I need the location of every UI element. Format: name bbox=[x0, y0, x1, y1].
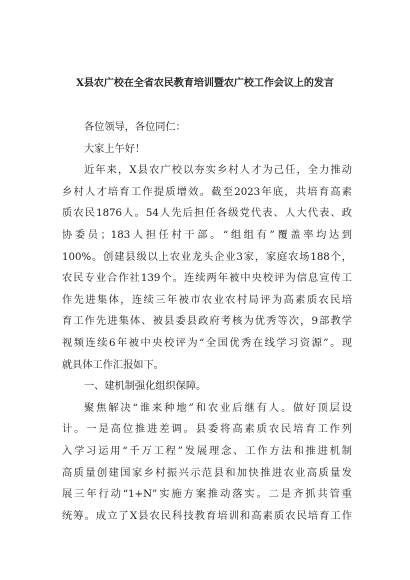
paragraph-line: 近年来，X县农广校以夯实乡村人才为己任，全力推动 bbox=[84, 165, 352, 177]
paragraph-line: 就具体工作汇报如下。 bbox=[62, 359, 164, 371]
paragraph-line: 一、建机制强化组织保障。 bbox=[84, 381, 207, 393]
paragraph-line: 各位领导，各位同仁： bbox=[84, 122, 186, 133]
paragraph-line: 乡村人才培育工作提质增效。截至2023年底，共培育高素 bbox=[62, 186, 352, 198]
paragraph-line: 100%。创建县级以上农业龙头企业3家，家庭农场188个， bbox=[62, 251, 352, 263]
paragraph-line: 质农民1876人。54人先后担任各级党代表、人大代表、政 bbox=[62, 208, 352, 220]
paragraph-line: 计。一是高位推进差调。县委将高素质农民培育工作列 bbox=[62, 424, 352, 436]
paragraph-line: 入学习运用“千万工程”发展理念、工作方法和推进机制 bbox=[62, 445, 352, 457]
paragraph-line: 大家上午好！ bbox=[84, 143, 146, 155]
paragraph-line: 展三年行动“1+N”实施方案推动落实。二是齐抓共管重 bbox=[62, 489, 352, 501]
paragraph-line: 高质量创建国家乡村振兴示范县和加快推进农业高质量发 bbox=[62, 467, 352, 479]
paragraph-line: 视频连续6年被中央校评为“全国优秀在线学习资源”。现 bbox=[62, 337, 352, 349]
paragraph-line: 农民专业合作社139个。连续两年被中央校评为信息宣传工 bbox=[62, 273, 352, 285]
paragraph-line: 作先进集体，连续三年被市农业农村局评为高素质农民培 bbox=[62, 294, 352, 306]
document-title: X县农广校在全省农民教育培训暨农广校工作会议上的发言 bbox=[76, 78, 334, 89]
paragraph-line: 统筹。成立了X县农民科技教育培训和高素质农民培育工作 bbox=[62, 510, 352, 522]
paragraph-line: 育工作先进集体、被县委县政府考核为优秀等次，9部教学 bbox=[62, 316, 352, 328]
document-body bbox=[62, 117, 352, 527]
paragraph-line: 协委员；183人担任村干部。“组组有”覆盖率均达到 bbox=[62, 229, 352, 241]
paragraph-line: 聚焦解决“谁来种地”和农业后继有人。做好顶层设 bbox=[84, 402, 352, 414]
